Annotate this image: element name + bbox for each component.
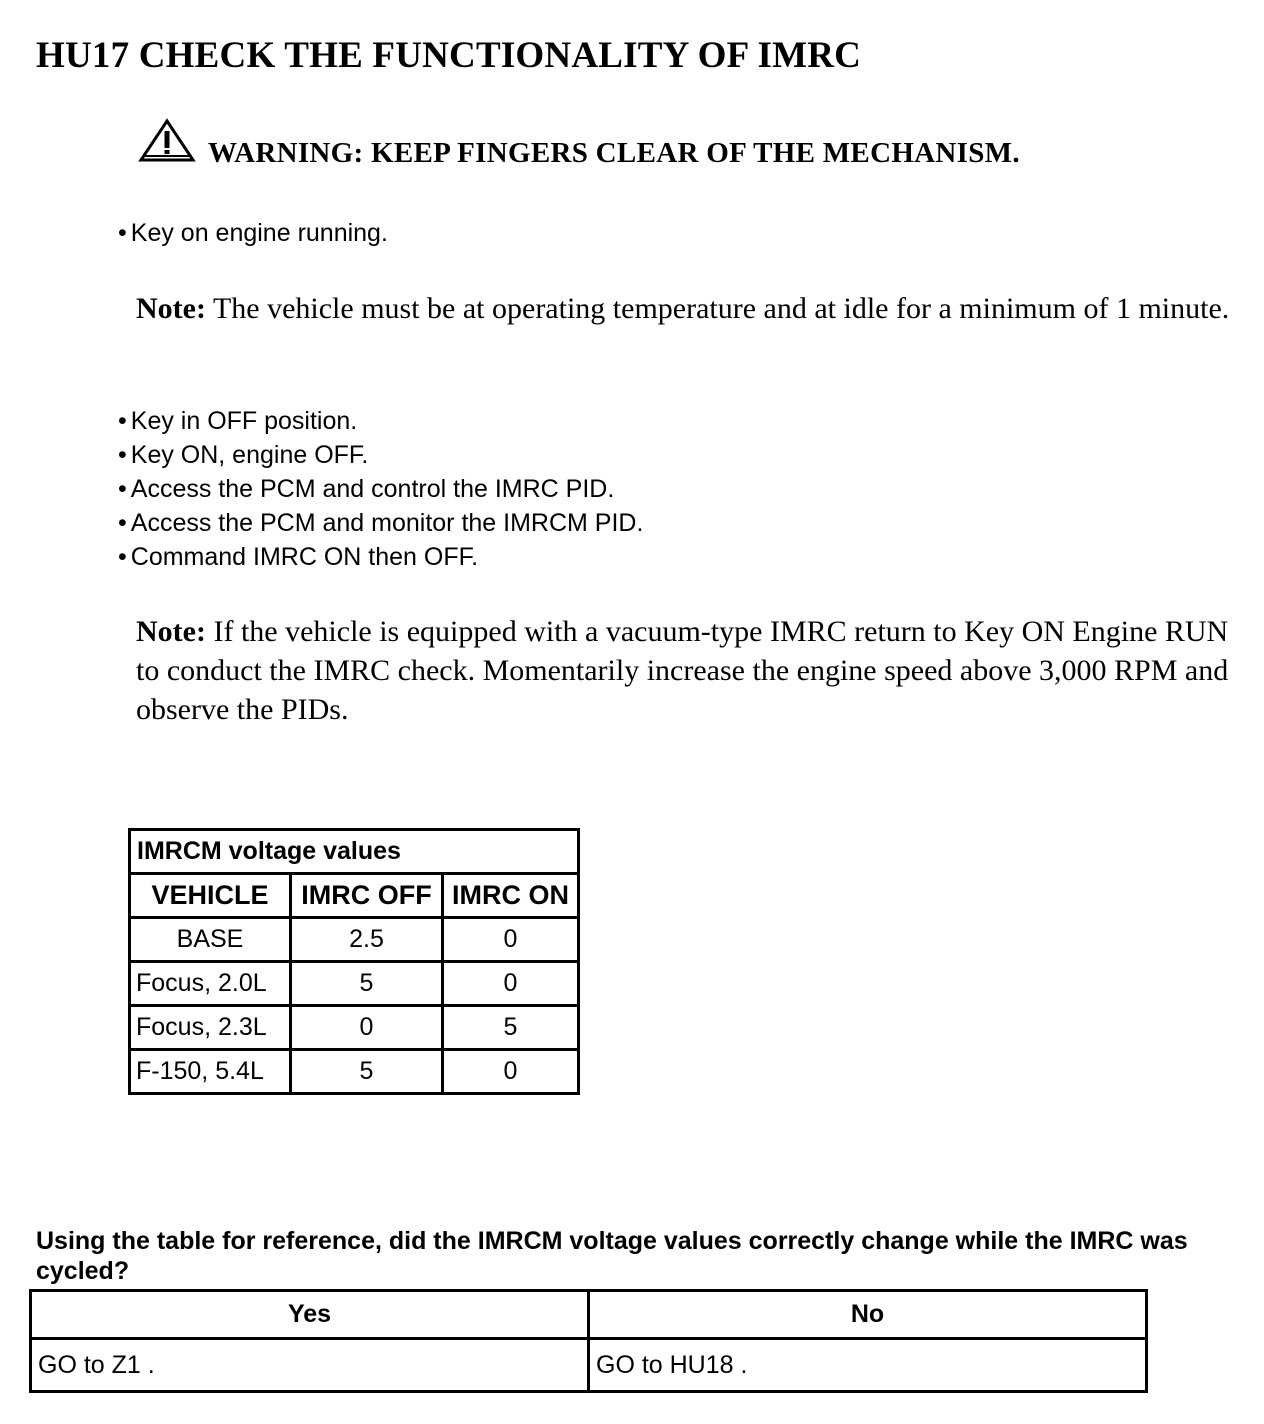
warning-text: WARNING: KEEP FINGERS CLEAR OF THE MECHANISM. xyxy=(208,137,1020,169)
list-item: • Key in OFF position. xyxy=(118,404,643,438)
question-text: Using the table for reference, did the IMRCM voltage values correctly change while the IMRC was cycled? xyxy=(36,1227,1188,1285)
table-cell: 2.5 xyxy=(291,918,443,962)
table-cell: 5 xyxy=(291,962,443,1006)
imrcm-voltage-table xyxy=(128,828,580,1095)
list-item: • Command IMRC ON then OFF. xyxy=(118,540,643,574)
table-cell: 0 xyxy=(291,1006,443,1050)
table-row xyxy=(130,1006,579,1050)
note-operating-temperature xyxy=(136,289,1236,328)
table-cell: Focus, 2.3L xyxy=(130,1006,291,1050)
table-cell: 5 xyxy=(443,1006,579,1050)
warning-banner xyxy=(138,118,1020,169)
table-cell: 5 xyxy=(291,1050,443,1094)
yes-action: GO to Z1 . xyxy=(31,1339,589,1392)
table-row xyxy=(130,918,579,962)
note-vacuum-type xyxy=(136,612,1236,729)
answer-table xyxy=(29,1289,1148,1393)
note-text: If the vehicle is equipped with a vacuum-type IMRC return to Key ON Engine RUN to conduct the IMRC check. Momentarily increase the engine speed above 3,000 RPM and observe the PIDs. xyxy=(136,615,1229,726)
table-cell: 0 xyxy=(443,1050,579,1094)
step-list-1 xyxy=(118,216,388,250)
step-list-2 xyxy=(118,404,643,574)
column-header-imrc-on: IMRC ON xyxy=(443,874,579,918)
no-action: GO to HU18 . xyxy=(589,1339,1147,1392)
list-item: • Access the PCM and control the IMRC PID. xyxy=(118,472,643,506)
table-row xyxy=(130,962,579,1006)
note-label: Note: xyxy=(136,292,206,325)
table-caption: IMRCM voltage values xyxy=(130,830,579,874)
table-cell: 0 xyxy=(443,962,579,1006)
table-caption-row xyxy=(130,830,579,874)
warning-triangle-icon xyxy=(138,118,196,164)
table-row xyxy=(130,1050,579,1094)
note-label: Note: xyxy=(136,615,206,648)
list-item: • Access the PCM and monitor the IMRCM PID. xyxy=(118,506,643,540)
table-cell: F-150, 5.4L xyxy=(130,1050,291,1094)
table-header-row xyxy=(130,874,579,918)
answer-header-no: No xyxy=(589,1291,1147,1339)
table-cell: BASE xyxy=(130,918,291,962)
page-title: HU17 CHECK THE FUNCTIONALITY OF IMRC xyxy=(36,35,862,76)
answer-header-row xyxy=(31,1291,1147,1339)
list-item: • Key on engine running. xyxy=(118,216,388,250)
list-item: • Key ON, engine OFF. xyxy=(118,438,643,472)
column-header-vehicle: VEHICLE xyxy=(130,874,291,918)
table-cell: 0 xyxy=(443,918,579,962)
answer-header-yes: Yes xyxy=(31,1291,589,1339)
answer-action-row xyxy=(31,1339,1147,1392)
table-cell: Focus, 2.0L xyxy=(130,962,291,1006)
note-text: The vehicle must be at operating temperature and at idle for a minimum of 1 minute. xyxy=(212,292,1230,325)
column-header-imrc-off: IMRC OFF xyxy=(291,874,443,918)
